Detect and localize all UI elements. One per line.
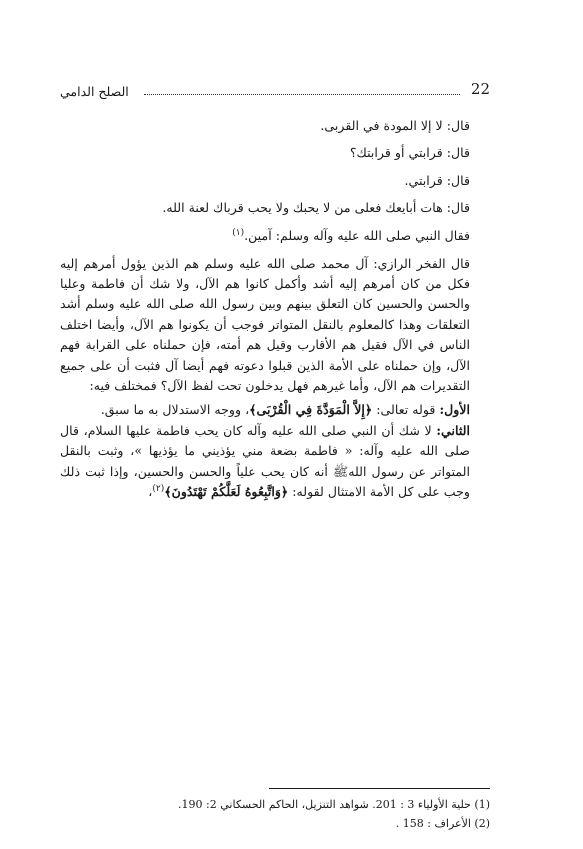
dialogue-line-3: قال: قرابتي. xyxy=(404,172,470,188)
dialogue-line-1: قال: لا إلا المودة في القربى. xyxy=(320,118,470,133)
footnote-separator xyxy=(269,788,490,789)
first-point xyxy=(60,400,490,420)
second-tail: ، xyxy=(148,484,153,500)
header-dot-leader xyxy=(144,94,460,95)
footnote-ref-1: (١) xyxy=(232,227,245,238)
footnote-1: (1) حلية الأولياء 3 : 201. شواهد التنزيل، الحاكم الحسكاني 2: 190. xyxy=(178,798,490,811)
page-number: 22 xyxy=(470,80,490,98)
quran-verse-2: ﴿وَاتَّبِعُوهُ لَعَلَّكُمْ تَهْتَدُونَ﴾ xyxy=(164,484,289,500)
second-point xyxy=(60,421,490,503)
quran-verse-1: ﴿إِلاَّ الْمَوَدَّةَ فِي الْقُرْبَى﴾ xyxy=(249,402,373,418)
first-before: قوله تعالى: xyxy=(376,402,436,418)
dialogue-line-2: قال: قرابتي أو قرابتك؟ xyxy=(349,145,470,161)
footnotes xyxy=(60,795,490,834)
razi-paragraph: قال الفخر الرازي: آل محمد صلى الله عليه وسلم هم الذين يؤول أمرهم إليه فكل من كان أمرهم إليه أشد وأكمل كانوا هم الآل، ولا شك أن فاطمة وعليا والحسن والحسين كان التعلق بينهم وبين رسول الله صلى الله عليه وسلم أشد التعلقات وهذا كالمعلوم بالنقل المتواتر فوجب أن يكونوا هم الآل، وأيضا اختلف الناس في الآل فقيل هم الأقارب وقيل هم أمته، فإن حملناه على القرابة فهم الآل، وإن حملناه على الأمة الذين قبلوا دعوته فهم أيضا آل فثبت أن على جميع التقديرات هم الآل، وأما غيرهم فهل يدخلون تحت لفظ الآل؟ فمختلف فيه: xyxy=(60,255,470,393)
amin-line xyxy=(60,226,490,247)
footnote-2: (2) الأعراف : 158 . xyxy=(395,817,490,831)
footnote-ref-2: (٢) xyxy=(152,483,165,494)
dialogue-line-4: قال: هات أبايعك فعلى من لا يحبك ولا يحب قرباك لعنة الله. xyxy=(162,200,470,216)
running-title: الصلح الدامي xyxy=(60,84,129,99)
first-after: ، ووجه الاستدلال به ما سبق. xyxy=(100,402,250,418)
page-header xyxy=(60,80,490,108)
page-body xyxy=(60,116,490,502)
second-text: لا شك أن النبي صلى الله عليه وآله كان يحب فاطمة عليها السلام، قال صلى الله عليه وآله: « فاطمة بضعة مني يؤذيني ما يؤذيها »، وثبت بالنقل المتواتر عن رسول اللهﷺ أنه كان يحب علياً والحسن والحسين، وإذا ثبت ذلك وجب على كل الأمة الامتثال لقوله: xyxy=(60,422,470,500)
second-label: الثاني: xyxy=(436,422,470,438)
first-label: الأول: xyxy=(439,402,470,418)
amin-text: فقال النبي صلى الله عليه وآله وسلم: آمين. xyxy=(244,228,470,244)
